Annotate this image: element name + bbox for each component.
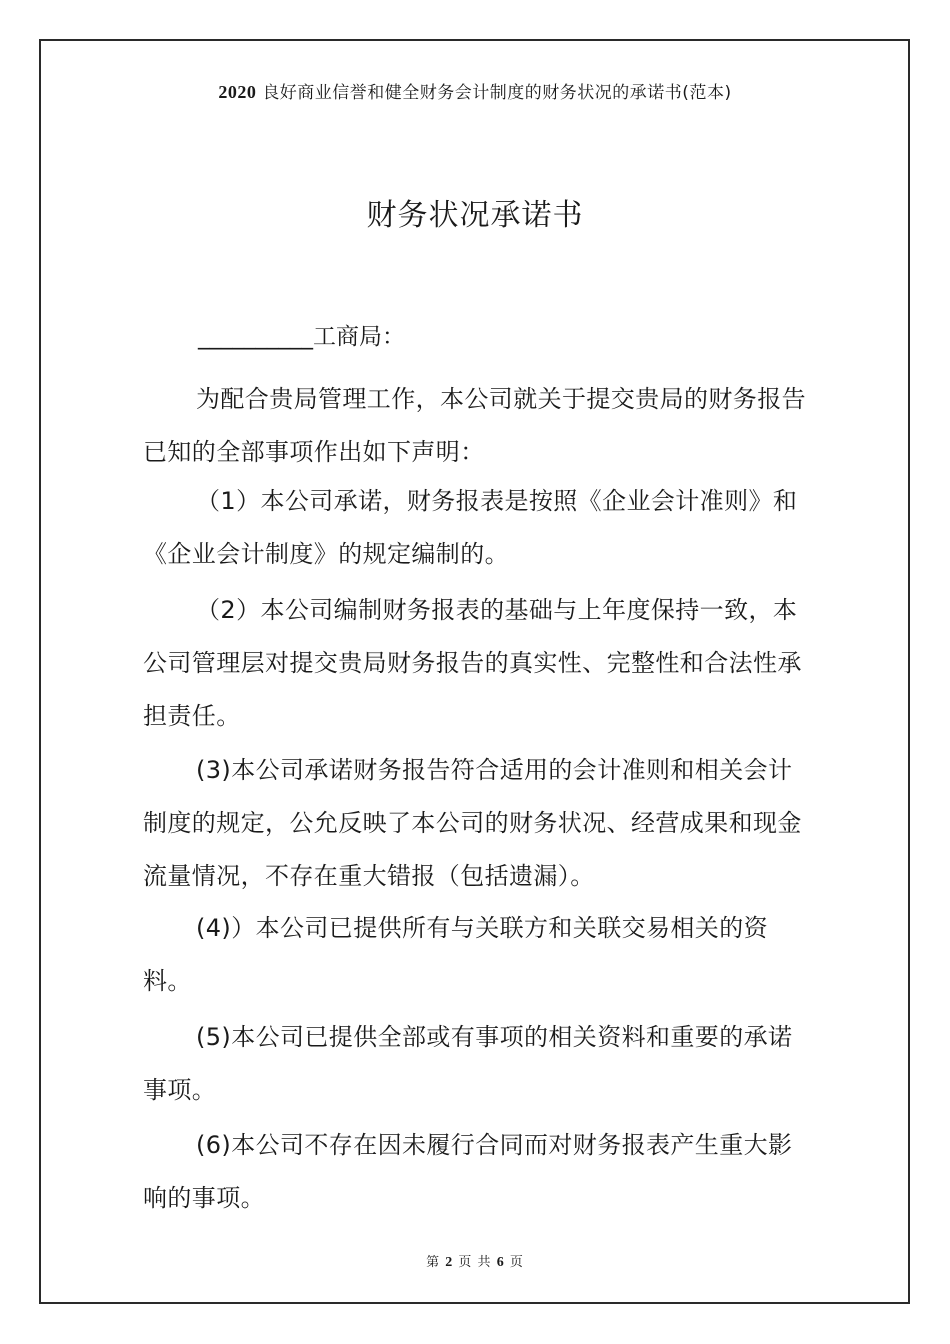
addressee-line: __________工商局：: [198, 324, 405, 350]
footer-total-pages: 6: [496, 1255, 505, 1270]
footer-prefix: 第: [426, 1255, 441, 1270]
paragraph-item-3: (3)本公司承诺财务报告符合适用的会计准则和相关会计制度的规定，公允反映了本公司的财务状况、经营成果和现金流量情况，不存在重大错报（包括遗漏）。: [143, 756, 802, 890]
footer-current-page: 2: [445, 1255, 454, 1270]
paragraph-item-1: （1）本公司承诺，财务报表是按照《企业会计准则》和《企业会计制度》的规定编制的。: [143, 487, 798, 568]
document-title: 财务状况承诺书: [366, 198, 584, 233]
paragraph-intro: 为配合贵局管理工作，本公司就关于提交贵局的财务报告已知的全部事项作出如下声明：: [143, 385, 806, 466]
header-title: 良好商业信誉和健全财务会计制度的财务状况的承诺书(范本): [262, 83, 732, 103]
page-footer: [0, 1251, 950, 1271]
paragraph-item-4: (4)）本公司已提供所有与关联方和关联交易相关的资料。: [143, 914, 768, 995]
footer-middle: 页 共: [458, 1255, 492, 1270]
document-header: [0, 78, 950, 103]
footer-suffix: 页: [509, 1255, 524, 1270]
paragraph-item-5: (5)本公司已提供全部或有事项的相关资料和重要的承诺事项。: [143, 1023, 793, 1104]
paragraph-item-2: （2）本公司编制财务报表的基础与上年度保持一致，本公司管理层对提交贵局财务报告的真实性、完整性和合法性承担责任。: [143, 596, 802, 730]
header-year: 2020: [218, 82, 257, 102]
paragraph-item-6: (6)本公司不存在因未履行合同而对财务报表产生重大影响的事项。: [143, 1131, 793, 1212]
